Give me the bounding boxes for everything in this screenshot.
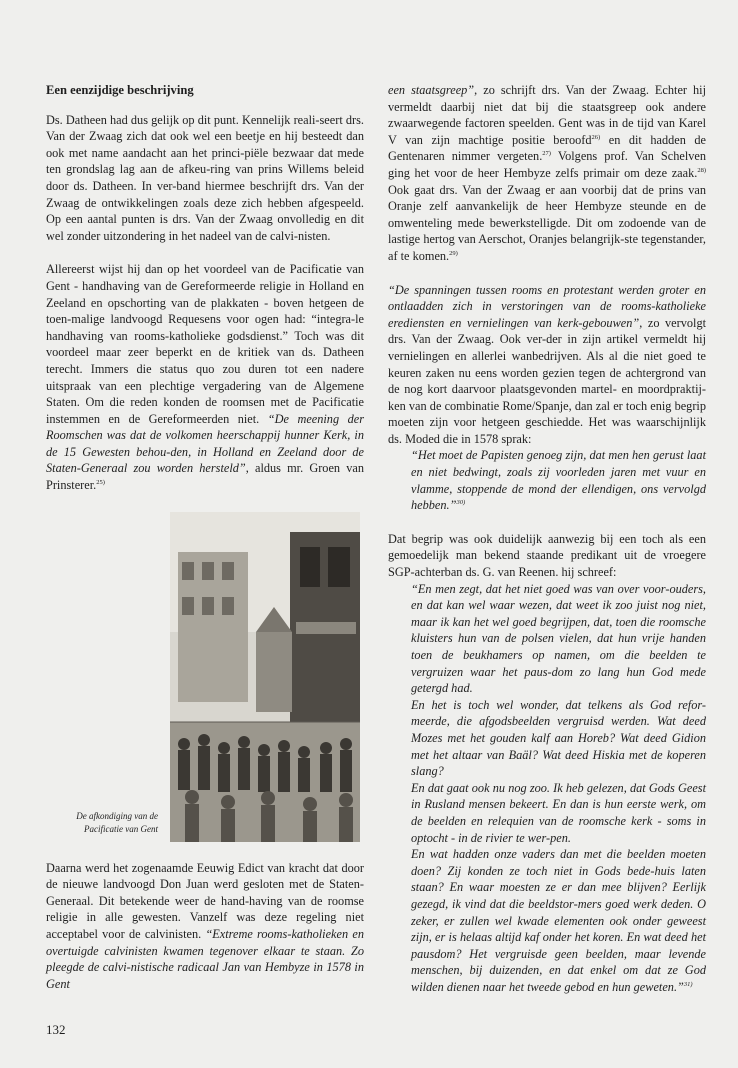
figure-caption: De afkondiging van de Pacificatie van Gent (76, 810, 158, 834)
footnote-ref: 29) (449, 249, 458, 257)
left-column (46, 82, 364, 992)
figure (46, 512, 364, 842)
quote-paragraph (411, 846, 706, 995)
section-heading: Een eenzijdige beschrijving (46, 83, 194, 97)
block-quote (411, 447, 706, 513)
paragraph-text: , zo vervolgt drs. Van der Zwaag. Ook ver-der in zijn artikel vermeldt hij vernielingen en allerlei wanbedrijven. Als al die niet goed te keuren zaken nu eens worden gezien tegen de achtergrond van de nog kort daarvoor plaatsgevonden martel- en moordpraktij-ken van de combinatie Rome/Spanje, dan zal er toch enig begrip moeten zijn voor hetgeen geschiedde. Het was waarschijnlijk ds. Moded die in 1578 sprak: (388, 315, 707, 446)
paragraph-text: , aldus mr. Groen van Prinsterer. (46, 461, 364, 493)
paragraph: Dat begrip was ook duidelijk aanwezig bij een toch als een gemoedelijk man bekend staande predikant uit de vroegere SGP-achterban ds. G. van Reenen. hij schreef: (388, 531, 706, 580)
engraving-image (170, 512, 360, 842)
quote-paragraph: “En men zegt, dat het niet goed was van over voor-ouders, en dat kan wel waar wezen, dat weet ik zoo juist nog niet, maar ik kan het wel goed begrijpen, dat, toen die roomsche kluisters hun van de polsen vielen, dat hun vrije handen toen de beukhamers op namen, om die beelden te vergruizen waar het paus-dom zo lang hun God mede getergd had. (411, 581, 706, 696)
paragraph-text: Volgens prof. Van Schelven ging het voor de heer Hembyze zelfs primair om deze zaak. (388, 149, 707, 180)
page-number: 132 (46, 1022, 66, 1037)
quotation: een staatsgreep” (388, 83, 475, 97)
paragraph-text: Daarna werd het zogenaamde Eeuwig Edict van kracht dat door de nieuwe landvoogd Don Juan werd gesloten met de Staten-Generaal. Dit betekende weer de hand-having van de roomse religie in alle gewesten. Vanzelf was deze regeling niet acceptabel voor de calvinisten. (46, 860, 364, 942)
paragraph-text: en dit hadden de Gentenaren nimmer vergeten. (388, 132, 706, 164)
quote-text: “Het moet de Papisten genoeg zijn, dat men hen gerust laat en niet bedwingt, zoals zij voorleden jaren met vuur en vlamme, stoppende de mond der ellendigen, ons vervolgd hebben.” (411, 448, 706, 513)
paragraph (46, 261, 364, 493)
paragraph (46, 860, 364, 993)
paragraph (388, 82, 706, 265)
footnote-ref: 25) (96, 479, 105, 487)
quotation: “De meening der Roomschen was dat de volkomen heerschappij hunner Kerk, in de 15 Gewesten behou-den, in Holland en Zeeland door de Staten-Generaal zou worden hersteld” (46, 411, 364, 476)
block-quote (411, 581, 706, 996)
footnote-ref: 26) (591, 133, 601, 141)
paragraph-text: , zo schrijft drs. Van der Zwaag. Echter hij vermeldt daarbij niet dat bij die staatsgreep ook andere zwaarwegende factoren speelden. Gent was in de tijd van Karel V van zijn machtige positie beroofd (388, 83, 706, 147)
quote-text: En wat hadden onze vaders dan met die beelden moeten doen? Zij konden ze toch niet in Gods bede-huis laten staan? En waar moesten ze er dan mee blijven? Eerlijk gezegd, ik vind dat die beeldstor-mers goed werk deden. O zeker, er zullen wel kwade elementen ook onder geweest zijn, er is helaas altijd kaf onder het koren. En wat deed het pausdom? Het vergruisde geen beelden, maar levende menschen, bij duizenden, en dat enkel om dat ze God wilden dienen naar het tweede gebod en hun geweten.” (411, 847, 706, 994)
footnote-ref: 31) (683, 980, 693, 988)
quotation: “De spanningen tussen rooms en protestant werden groter en ontlaadden zich in verstoringen van de rooms-katholieke erediensten en vernielingen van kerk-gebouwen” (388, 282, 706, 330)
footnote-ref: 27) (542, 150, 551, 158)
paragraph-text: Ook gaat drs. Van der Zwaag er aan voorbij dat de prins van Oranje zelf aanvankelijk de heer Hembyze steunde en de omwenteling mede bewerkstelligde. Dit om zodoende van de lastige hertog van Aerschot, Oranjes belangrijk-ste tegenstander, af te komen. (388, 182, 706, 263)
paragraph-text: Allereerst wijst hij dan op het voordeel van de Pacificatie van Gent - handhaving van de Gereformeerde religie in Holland en Zeeland en opschorting van de plakkaten - boven hetgeen de toen-malige landvoogd Requesens voor ogen had: “integra-le handhaving van rooms-katholieke godsdienst.” Toch was dit voordeel maar zeer beperkt en de kritiek van ds. Datheen terecht. Immers die status quo zou duren tot een nadere uitspraak van een plechtige vergadering van de Algemene Staten. Om die reden konden de roomsen met de Pacificatie instemmen en de Gereformeerden niet. (46, 262, 364, 426)
footnote-ref: 28) (697, 166, 706, 174)
right-column (388, 82, 706, 995)
quotation: “Extreme rooms-katholieken en overtuigde calvinisten kwamen tegenover elkaar te staan. Zo pleegde de calvi-nistische radicaal Jan van Hembyze in 1578 in Gent (46, 927, 364, 991)
paragraph (388, 282, 706, 448)
paragraph: Ds. Datheen had dus gelijk op dit punt. Kennelijk reali-seert drs. Van der Zwaag zich dat ook wel een beetje en hij besteedt dan ook met name aandacht aan het princi-piële bezwaar dat mede ten grondslag lag aan de afkeu-ring van prins Willems beleid door ds. Datheen. In ver-band hiermee beschrijft drs. Van der Zwaag de ontwikkelingen zoals deze zich hebben afgespeeld. Op een aantal punten is drs. Van der Zwaag onvolledig en dit wel zonder uitzondering in het nadeel van de calvi-nisten. (46, 112, 364, 243)
quote-paragraph: En het is toch wel wonder, dat telkens als God refor-meerde, die afgodsbeelden vergruisd werden. Wat deed Mozes met het gouden kalf aan Horeb? Wat deed Gidion met het altaar van Baäl? Wat deed Hiskia met de koperen slang? (411, 697, 706, 779)
quote-paragraph: En dat gaat ook nu nog zoo. Ik heb gelezen, dat Gods Geest in Rusland mensen bekeert. En dan is hun eerste werk, om de beelden en relequien van de roomsche kerk - soms in optocht - in de rivier te wer-pen. (411, 780, 706, 845)
footnote-ref: 30) (456, 499, 466, 507)
